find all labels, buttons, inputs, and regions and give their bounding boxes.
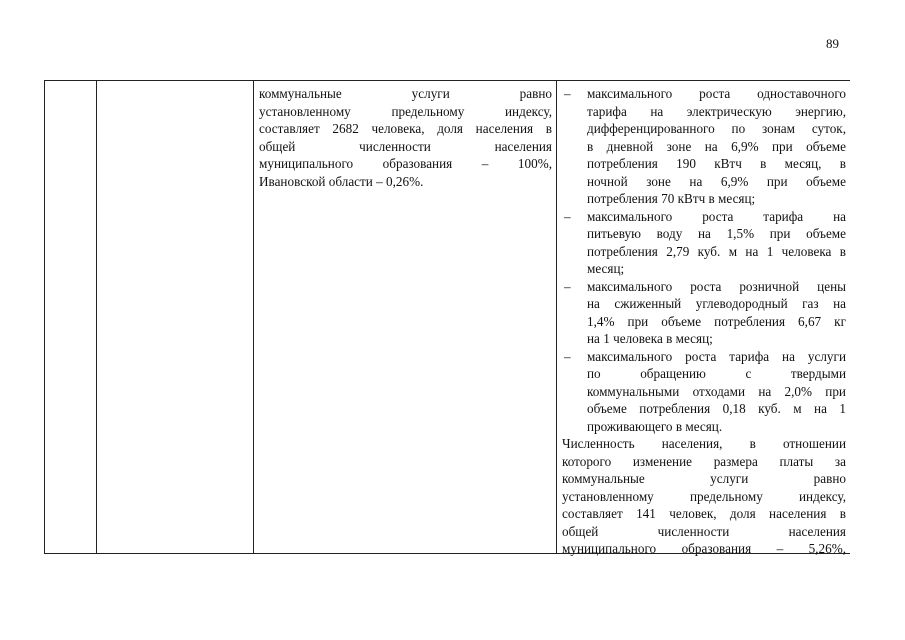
bullet-line: по обращению с твердыми xyxy=(587,366,846,381)
bullet-line: ночной зоне на 6,9% при объеме xyxy=(587,173,846,189)
population-info-cell xyxy=(259,85,552,190)
tariff-growth-cell xyxy=(562,85,846,558)
bullet-line: тарифа на электрическую энергию, xyxy=(587,103,846,119)
page-number: 89 xyxy=(826,36,839,51)
text-line: Численность населения, в отношении xyxy=(562,436,846,451)
bullet-dash: – xyxy=(564,278,571,294)
column-divider-1 xyxy=(96,81,97,553)
bullet-line: – максимального роста тарифа на услуги xyxy=(564,348,846,364)
text-line: коммунальные услуги равно xyxy=(259,86,552,101)
bullet-line: потребления 190 кВтч в месяц, в xyxy=(587,156,846,171)
bullet-line: – максимального роста одноставочного xyxy=(564,86,846,101)
bullet-line: потребления 70 кВтч в месяц; xyxy=(587,191,756,206)
bullet-line: объеме потребления 0,18 куб. м на 1 xyxy=(587,401,846,416)
document-table xyxy=(44,80,850,554)
text-line: установленному предельному индексу, xyxy=(562,488,846,504)
bullet-line: проживающего в месяц. xyxy=(587,418,723,434)
text-line: Ивановской области – 0,26%. xyxy=(259,173,424,189)
bullet-line: 1,4% при объеме потребления 6,67 кг xyxy=(587,313,846,329)
bullet-line: потребления 2,79 куб. м на 1 человека в xyxy=(587,243,846,259)
bullet-line: – максимального роста розничной цены xyxy=(564,278,846,294)
text-line: коммунальные услуги равно xyxy=(562,471,846,486)
text-line: муниципального образования – 100%, xyxy=(259,156,552,171)
text-line: общей численности населения xyxy=(259,138,552,154)
bullet-line: – максимального роста тарифа на xyxy=(564,208,846,224)
bullet-line: на сжиженный углеводородный газ на xyxy=(587,296,846,311)
bullet-line: месяц; xyxy=(587,261,625,276)
text-line: установленному предельному индексу, xyxy=(259,103,552,119)
bullet-dash: – xyxy=(564,208,571,224)
bullet-line: питьевую воду на 1,5% при объеме xyxy=(587,226,846,241)
bullet-line: в дневной зоне на 6,9% при объеме xyxy=(587,138,846,154)
text-line: которого изменение размера платы за xyxy=(562,453,846,469)
column-divider-3 xyxy=(556,81,557,553)
bullet-line: коммунальными отходами на 2,0% при xyxy=(587,383,846,399)
text-line: составляет 2682 человека, доля населения в xyxy=(259,121,552,136)
text-line: муниципального образования – 5,26%, xyxy=(562,541,846,556)
bullet-line: дифференцированного по зонам суток, xyxy=(587,121,846,136)
text-line: составляет 141 человек, доля населения в xyxy=(562,506,846,521)
bullet-line: на 1 человека в месяц; xyxy=(587,331,713,346)
text-line: общей численности населения xyxy=(562,523,846,539)
bullet-dash: – xyxy=(564,86,571,101)
column-divider-2 xyxy=(253,81,254,553)
bullet-dash: – xyxy=(564,348,571,364)
